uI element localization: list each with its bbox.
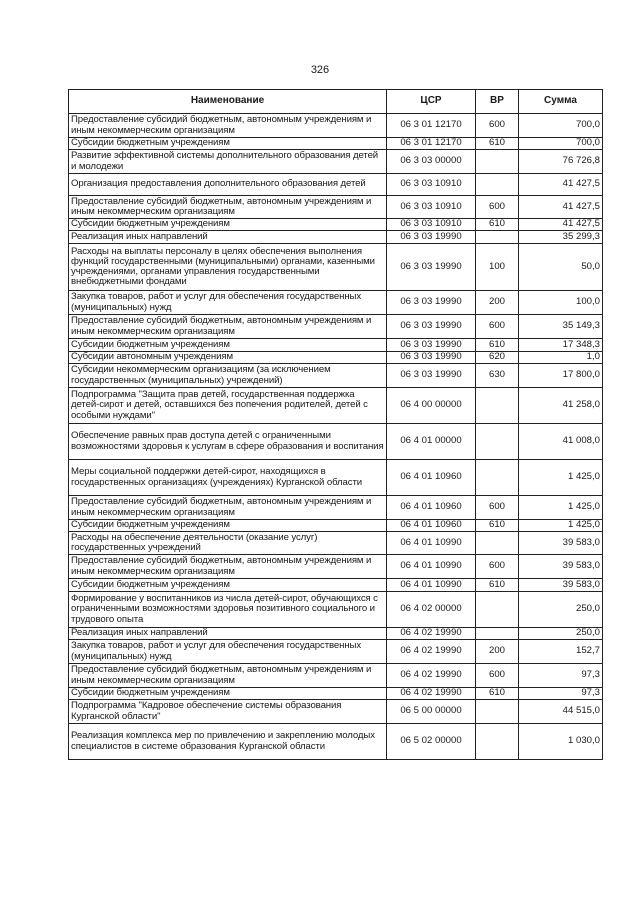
- cell-sum: 17 348,3: [519, 339, 603, 352]
- cell-vr: 200: [476, 640, 519, 664]
- cell-csr: 06 3 03 19990: [387, 231, 476, 244]
- column-header-sum: Сумма: [519, 90, 603, 114]
- cell-vr: [476, 460, 519, 496]
- cell-sum: 17 800,0: [519, 364, 603, 388]
- cell-vr: 610: [476, 579, 519, 592]
- cell-csr: 06 4 02 19990: [387, 664, 476, 688]
- cell-name: Субсидии бюджетным учреждениям: [69, 579, 387, 592]
- cell-csr: 06 4 01 00000: [387, 424, 476, 460]
- table-row: [69, 640, 603, 664]
- cell-csr: 06 5 02 00000: [387, 724, 476, 760]
- cell-sum: 1 030,0: [519, 724, 603, 760]
- cell-sum: 1,0: [519, 352, 603, 364]
- cell-csr: 06 3 03 00000: [387, 150, 476, 174]
- cell-name: Субсидии бюджетным учреждениям: [69, 520, 387, 532]
- table-row: [69, 138, 603, 150]
- cell-name: Подпрограмма "Защита прав детей, государственная поддержка детей-сирот и детей, оставшихся без попечения родителей, детей с особыми нуждами": [69, 388, 387, 424]
- cell-name: Субсидии бюджетным учреждениям: [69, 138, 387, 150]
- cell-vr: [476, 628, 519, 640]
- table-body: [69, 114, 603, 760]
- cell-sum: 76 726,8: [519, 150, 603, 174]
- cell-name: Субсидии бюджетным учреждениям: [69, 219, 387, 231]
- table-row: [69, 664, 603, 688]
- cell-name: Предоставление субсидий бюджетным, автономным учреждениям и иным некоммерческим организациям: [69, 315, 387, 339]
- table-row: [69, 150, 603, 174]
- cell-csr: 06 3 03 19990: [387, 244, 476, 291]
- cell-vr: 600: [476, 664, 519, 688]
- cell-sum: 250,0: [519, 628, 603, 640]
- cell-name: Предоставление субсидий бюджетным, автономным учреждениям и иным некоммерческим организациям: [69, 496, 387, 520]
- cell-vr: 610: [476, 219, 519, 231]
- cell-sum: 97,3: [519, 688, 603, 700]
- cell-name: Субсидии некоммерческим организациям (за исключением государственных (муниципальных) учреждений): [69, 364, 387, 388]
- cell-vr: 600: [476, 196, 519, 219]
- cell-sum: 39 583,0: [519, 532, 603, 555]
- cell-name: Расходы на выплаты персоналу в целях обеспечения выполнения функций государственными (муниципальными) органами, казенными учреждениями, органами управления государственными внебюджетными фондами: [69, 244, 387, 291]
- cell-sum: 39 583,0: [519, 579, 603, 592]
- cell-vr: 620: [476, 352, 519, 364]
- cell-csr: 06 4 01 10990: [387, 579, 476, 592]
- cell-name: Закупка товаров, работ и услуг для обеспечения государственных (муниципальных) нужд: [69, 291, 387, 315]
- cell-csr: 06 3 01 12170: [387, 114, 476, 138]
- cell-sum: 41 258,0: [519, 388, 603, 424]
- cell-vr: 100: [476, 244, 519, 291]
- cell-vr: [476, 150, 519, 174]
- cell-csr: 06 4 01 10990: [387, 532, 476, 555]
- table-row: [69, 196, 603, 219]
- table-row: [69, 364, 603, 388]
- cell-vr: 600: [476, 555, 519, 579]
- cell-sum: 50,0: [519, 244, 603, 291]
- cell-sum: 152,7: [519, 640, 603, 664]
- page-number: 326: [310, 64, 330, 76]
- cell-csr: 06 3 01 12170: [387, 138, 476, 150]
- cell-sum: 97,3: [519, 664, 603, 688]
- cell-sum: 44 515,0: [519, 700, 603, 724]
- cell-vr: 630: [476, 364, 519, 388]
- cell-csr: 06 5 00 00000: [387, 700, 476, 724]
- cell-name: Формирование у воспитанников из числа детей-сирот, обучающихся с ограниченными возможностями здоровья позитивного социального и трудового опыта: [69, 592, 387, 628]
- cell-vr: 600: [476, 114, 519, 138]
- cell-vr: [476, 174, 519, 196]
- table-row: [69, 291, 603, 315]
- table-row: [69, 460, 603, 496]
- cell-csr: 06 4 02 19990: [387, 628, 476, 640]
- cell-name: Субсидии бюджетным учреждениям: [69, 688, 387, 700]
- cell-csr: 06 3 03 19990: [387, 291, 476, 315]
- table-row: [69, 592, 603, 628]
- table-row: [69, 724, 603, 760]
- cell-sum: 1 425,0: [519, 520, 603, 532]
- cell-name: Реализация комплекса мер по привлечению и закреплению молодых специалистов в системе образования Курганской области: [69, 724, 387, 760]
- cell-sum: 41 427,5: [519, 219, 603, 231]
- cell-name: Реализация иных направлений: [69, 628, 387, 640]
- cell-sum: 41 008,0: [519, 424, 603, 460]
- cell-csr: 06 3 03 19990: [387, 315, 476, 339]
- cell-csr: 06 4 00 00000: [387, 388, 476, 424]
- cell-sum: 1 425,0: [519, 496, 603, 520]
- cell-name: Реализация иных направлений: [69, 231, 387, 244]
- cell-name: Расходы на обеспечение деятельности (оказание услуг) государственных учреждений: [69, 532, 387, 555]
- cell-vr: [476, 231, 519, 244]
- cell-name: Субсидии автономным учреждениям: [69, 352, 387, 364]
- budget-table: [68, 89, 603, 760]
- cell-name: Обеспечение равных прав доступа детей с ограниченными возможностями здоровья к услугам в сфере образования и воспитания: [69, 424, 387, 460]
- table-row: [69, 579, 603, 592]
- cell-name: Закупка товаров, работ и услуг для обеспечения государственных (муниципальных) нужд: [69, 640, 387, 664]
- cell-name: Развитие эффективной системы дополнительного образования детей и молодежи: [69, 150, 387, 174]
- table-header-row: [69, 90, 603, 114]
- cell-sum: 1 425,0: [519, 460, 603, 496]
- cell-csr: 06 3 03 19990: [387, 339, 476, 352]
- cell-csr: 06 4 01 10960: [387, 520, 476, 532]
- cell-sum: 100,0: [519, 291, 603, 315]
- cell-csr: 06 4 02 19990: [387, 640, 476, 664]
- cell-vr: [476, 388, 519, 424]
- cell-sum: 41 427,5: [519, 174, 603, 196]
- cell-csr: 06 3 03 10910: [387, 196, 476, 219]
- cell-vr: 610: [476, 688, 519, 700]
- table-row: [69, 532, 603, 555]
- cell-vr: 200: [476, 291, 519, 315]
- table-row: [69, 520, 603, 532]
- table-row: [69, 219, 603, 231]
- cell-name: Меры социальной поддержки детей-сирот, находящихся в государственных организациях (учреждениях) Курганской области: [69, 460, 387, 496]
- cell-sum: 35 149,3: [519, 315, 603, 339]
- column-header-name: Наименование: [69, 90, 387, 114]
- column-header-vr: ВР: [476, 90, 519, 114]
- cell-sum: 35 299,3: [519, 231, 603, 244]
- table-row: [69, 174, 603, 196]
- cell-csr: 06 4 02 19990: [387, 688, 476, 700]
- table-row: [69, 231, 603, 244]
- cell-vr: [476, 724, 519, 760]
- cell-csr: 06 4 02 00000: [387, 592, 476, 628]
- table-row: [69, 339, 603, 352]
- cell-name: Предоставление субсидий бюджетным, автономным учреждениям и иным некоммерческим организациям: [69, 664, 387, 688]
- cell-sum: 700,0: [519, 114, 603, 138]
- cell-vr: [476, 424, 519, 460]
- cell-name: Предоставление субсидий бюджетным, автономным учреждениям и иным некоммерческим организациям: [69, 114, 387, 138]
- cell-name: Подпрограмма "Кадровое обеспечение системы образования Курганской области": [69, 700, 387, 724]
- cell-csr: 06 3 03 10910: [387, 219, 476, 231]
- cell-vr: 600: [476, 496, 519, 520]
- table-row: [69, 388, 603, 424]
- cell-csr: 06 3 03 19990: [387, 352, 476, 364]
- cell-vr: 610: [476, 138, 519, 150]
- cell-csr: 06 4 01 10960: [387, 460, 476, 496]
- cell-sum: 250,0: [519, 592, 603, 628]
- table-row: [69, 628, 603, 640]
- cell-vr: 610: [476, 339, 519, 352]
- cell-vr: [476, 592, 519, 628]
- cell-name: Организация предоставления дополнительного образования детей: [69, 174, 387, 196]
- cell-vr: 610: [476, 520, 519, 532]
- cell-csr: 06 3 03 19990: [387, 364, 476, 388]
- column-header-csr: ЦСР: [387, 90, 476, 114]
- cell-name: Предоставление субсидий бюджетным, автономным учреждениям и иным некоммерческим организациям: [69, 196, 387, 219]
- table-row: [69, 315, 603, 339]
- cell-vr: [476, 700, 519, 724]
- cell-name: Предоставление субсидий бюджетным, автономным учреждениям и иным некоммерческим организациям: [69, 555, 387, 579]
- cell-vr: [476, 532, 519, 555]
- cell-sum: 41 427,5: [519, 196, 603, 219]
- cell-name: Субсидии бюджетным учреждениям: [69, 339, 387, 352]
- table-row: [69, 244, 603, 291]
- cell-vr: 600: [476, 315, 519, 339]
- cell-sum: 39 583,0: [519, 555, 603, 579]
- cell-csr: 06 3 03 10910: [387, 174, 476, 196]
- cell-csr: 06 4 01 10990: [387, 555, 476, 579]
- cell-csr: 06 4 01 10960: [387, 496, 476, 520]
- cell-sum: 700,0: [519, 138, 603, 150]
- table-row: [69, 688, 603, 700]
- table-row: [69, 496, 603, 520]
- table-row: [69, 114, 603, 138]
- table-row: [69, 424, 603, 460]
- table-row: [69, 700, 603, 724]
- table-row: [69, 555, 603, 579]
- table-row: [69, 352, 603, 364]
